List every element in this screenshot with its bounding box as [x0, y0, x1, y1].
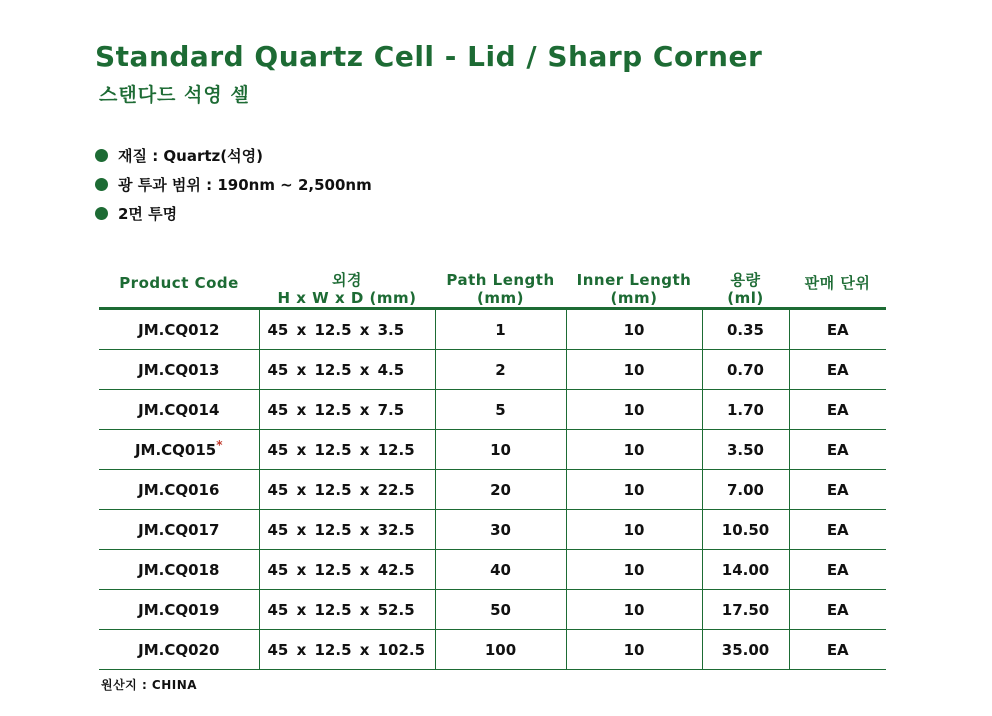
cell-path-length: 20 [435, 470, 566, 510]
cell-product-code [99, 550, 259, 590]
cell-sales-unit: EA [789, 510, 886, 550]
cell-product-code [99, 630, 259, 670]
table-header-row [99, 251, 886, 309]
product-code: JM.CQ017 [138, 520, 220, 539]
cell-dimensions: 45 x 12.5 x 3.5 [259, 309, 435, 350]
header-product-code-label: Product Code [119, 274, 239, 292]
header-inner-length-line1: Inner Length [576, 271, 692, 289]
asterisk-mark: * [216, 437, 223, 452]
header-dimensions-line1: 외경 [332, 271, 362, 289]
table-row [99, 510, 886, 550]
cell-product-code [99, 309, 259, 350]
header-path-length-line2: (mm) [477, 289, 524, 307]
header-dimensions [259, 251, 435, 309]
feature-item [95, 141, 372, 170]
cell-volume: 7.00 [702, 470, 789, 510]
table-row [99, 350, 886, 390]
cell-inner-length: 10 [566, 470, 702, 510]
product-code: JM.CQ019 [138, 600, 220, 619]
cell-volume: 17.50 [702, 590, 789, 630]
product-code: JM.CQ015 [134, 440, 217, 459]
cell-sales-unit: EA [789, 430, 886, 470]
product-code: JM.CQ014 [138, 400, 220, 419]
cell-product-code [99, 350, 259, 390]
cell-product-code [99, 510, 259, 550]
header-volume-line2: (ml) [727, 289, 764, 307]
cell-inner-length: 10 [566, 390, 702, 430]
table-row [99, 470, 886, 510]
cell-path-length: 50 [435, 590, 566, 630]
cell-dimensions: 45 x 12.5 x 52.5 [259, 590, 435, 630]
cell-volume: 1.70 [702, 390, 789, 430]
product-spec-table [99, 251, 886, 670]
table-row [99, 430, 886, 470]
header-path-length [435, 251, 566, 309]
cell-volume: 3.50 [702, 430, 789, 470]
cell-path-length: 100 [435, 630, 566, 670]
header-inner-length [566, 251, 702, 309]
cell-sales-unit: EA [789, 350, 886, 390]
header-sales-unit [789, 251, 886, 309]
cell-sales-unit: EA [789, 390, 886, 430]
cell-volume: 0.35 [702, 309, 789, 350]
cell-inner-length: 10 [566, 510, 702, 550]
table-row [99, 309, 886, 350]
cell-dimensions: 45 x 12.5 x 22.5 [259, 470, 435, 510]
bullet-icon [95, 178, 108, 191]
feature-text-material: 재질 : Quartz(석영) [118, 147, 263, 165]
feature-list [95, 141, 372, 228]
product-code: JM.CQ018 [138, 560, 220, 579]
cell-path-length: 1 [435, 309, 566, 350]
cell-dimensions: 45 x 12.5 x 32.5 [259, 510, 435, 550]
table-row [99, 590, 886, 630]
cell-dimensions: 45 x 12.5 x 102.5 [259, 630, 435, 670]
header-volume-line1: 용량 [730, 271, 761, 289]
product-code: JM.CQ020 [138, 640, 220, 659]
cell-dimensions: 45 x 12.5 x 42.5 [259, 550, 435, 590]
cell-volume: 0.70 [702, 350, 789, 390]
header-sales-unit-label: 판매 단위 [804, 274, 871, 292]
product-code: JM.CQ013 [138, 360, 220, 379]
cell-product-code [99, 390, 259, 430]
bullet-icon [95, 207, 108, 220]
feature-text-transmission: 광 투과 범위 : 190nm ~ 2,500nm [118, 176, 372, 194]
cell-path-length: 10 [435, 430, 566, 470]
header-path-length-line1: Path Length [446, 271, 555, 289]
cell-sales-unit: EA [789, 309, 886, 350]
header-inner-length-line2: (mm) [610, 289, 658, 307]
header-dimensions-line2: H x W x D (mm) [277, 289, 417, 307]
cell-inner-length: 10 [566, 309, 702, 350]
cell-sales-unit: EA [789, 630, 886, 670]
cell-volume: 14.00 [702, 550, 789, 590]
bullet-icon [95, 149, 108, 162]
cell-sales-unit: EA [789, 590, 886, 630]
cell-product-code [99, 590, 259, 630]
header-product-code [99, 251, 259, 309]
product-code: JM.CQ016 [138, 480, 220, 499]
cell-path-length: 30 [435, 510, 566, 550]
cell-inner-length: 10 [566, 430, 702, 470]
cell-path-length: 2 [435, 350, 566, 390]
table-row [99, 630, 886, 670]
cell-volume: 35.00 [702, 630, 789, 670]
cell-product-code [99, 430, 259, 470]
cell-inner-length: 10 [566, 590, 702, 630]
cell-volume: 10.50 [702, 510, 789, 550]
cell-inner-length: 10 [566, 350, 702, 390]
cell-dimensions: 45 x 12.5 x 7.5 [259, 390, 435, 430]
table-row [99, 390, 886, 430]
cell-inner-length: 10 [566, 630, 702, 670]
page-title: Standard Quartz Cell - Lid / Sharp Corner [95, 40, 763, 73]
feature-item [95, 170, 372, 199]
feature-text-clear-sides: 2면 투명 [118, 205, 178, 223]
cell-dimensions: 45 x 12.5 x 4.5 [259, 350, 435, 390]
cell-inner-length: 10 [566, 550, 702, 590]
cell-sales-unit: EA [789, 470, 886, 510]
feature-item [95, 199, 372, 228]
cell-dimensions: 45 x 12.5 x 12.5 [259, 430, 435, 470]
cell-product-code [99, 470, 259, 510]
header-volume [702, 251, 789, 309]
cell-path-length: 40 [435, 550, 566, 590]
page-subtitle: 스탠다드 석영 셀 [99, 84, 250, 106]
cell-sales-unit: EA [789, 550, 886, 590]
cell-path-length: 5 [435, 390, 566, 430]
table-row [99, 550, 886, 590]
product-code: JM.CQ012 [138, 320, 220, 339]
origin-note: 원산지 : CHINA [101, 678, 198, 692]
